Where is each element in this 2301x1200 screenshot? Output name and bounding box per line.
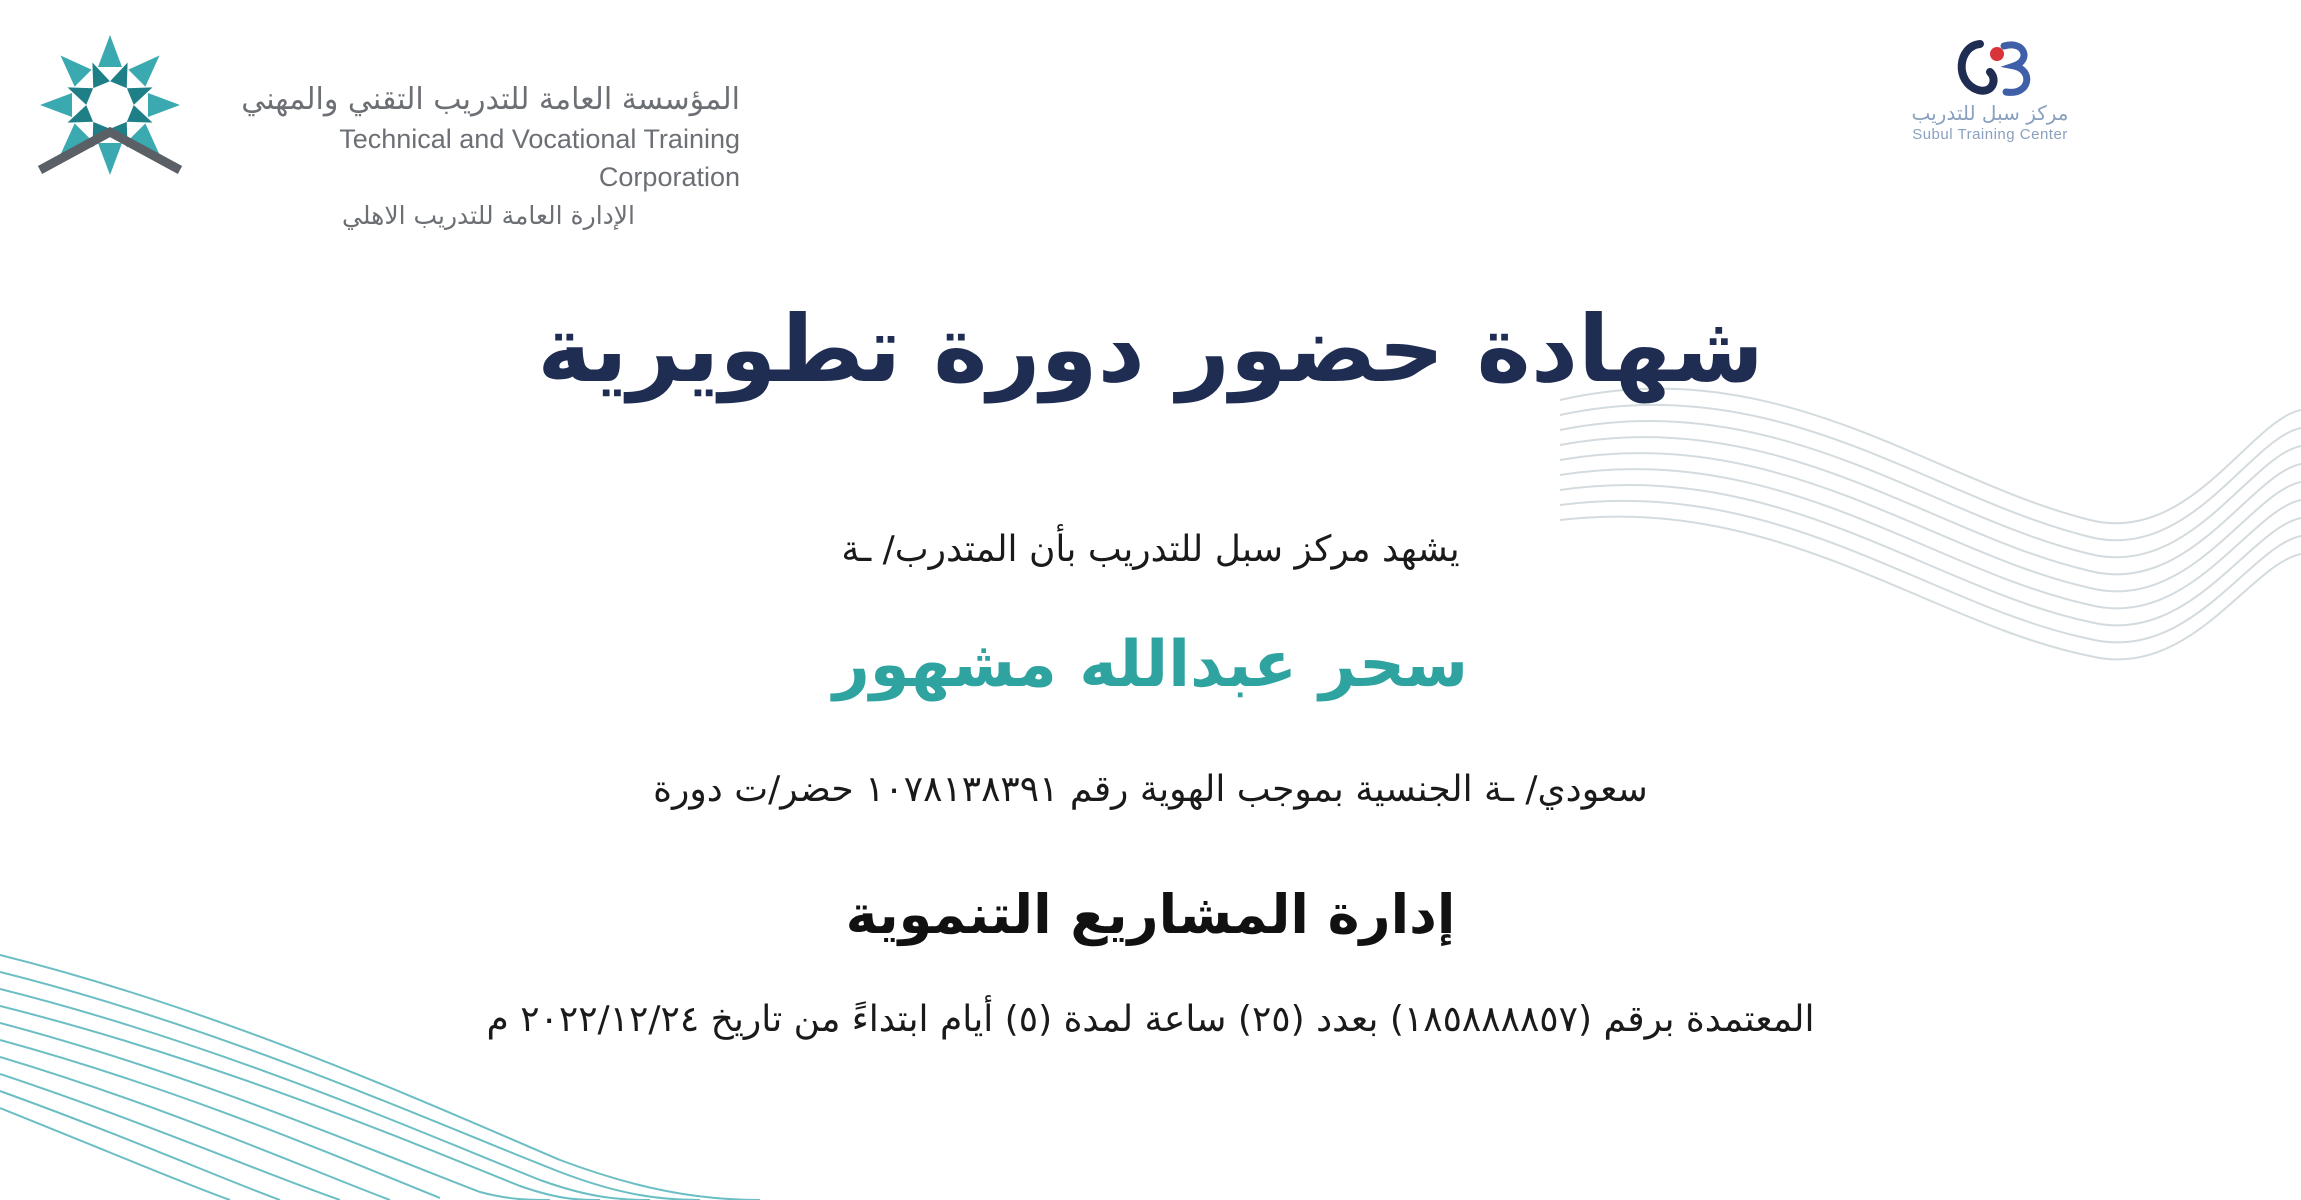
subul-name-english: Subul Training Center bbox=[1912, 126, 2068, 143]
tvtc-star-logo-icon bbox=[30, 20, 190, 200]
tvtc-name-english: Technical and Vocational Training Corporation bbox=[339, 124, 740, 192]
tvtc-logo-text bbox=[200, 80, 740, 236]
subul-name-arabic: مركز سبل للتدريب bbox=[1911, 101, 2069, 125]
nationality-id-line: سعودي/ ـة الجنسية بموجب الهوية رقم ١٠٧٨١٣٨٣٩١ حضر/ت دورة bbox=[653, 769, 1648, 810]
tvtc-name-arabic: المؤسسة العامة للتدريب التقني والمهني bbox=[241, 82, 740, 117]
certificate-title: شهادة حضور دورة تطويرية bbox=[537, 296, 1764, 403]
course-name: إدارة المشاريع التنموية bbox=[845, 883, 1456, 946]
trainee-name: سحر عبدالله مشهور bbox=[832, 628, 1469, 702]
accreditation-line: المعتمدة برقم (١٨٥٨٨٨٨٥٧) بعدد (٢٥) ساعة لمدة (٥) أيام ابتداءً من تاريخ ٢٠٢٢/١٢/٢٤ م bbox=[486, 999, 1815, 1040]
tvtc-subtitle-arabic: الإدارة العامة للتدريب الاهلي bbox=[342, 201, 635, 230]
certificate-intro: يشهد مركز سبل للتدريب بأن المتدرب/ ـة bbox=[841, 529, 1460, 570]
subul-logo-text bbox=[1870, 100, 2110, 144]
